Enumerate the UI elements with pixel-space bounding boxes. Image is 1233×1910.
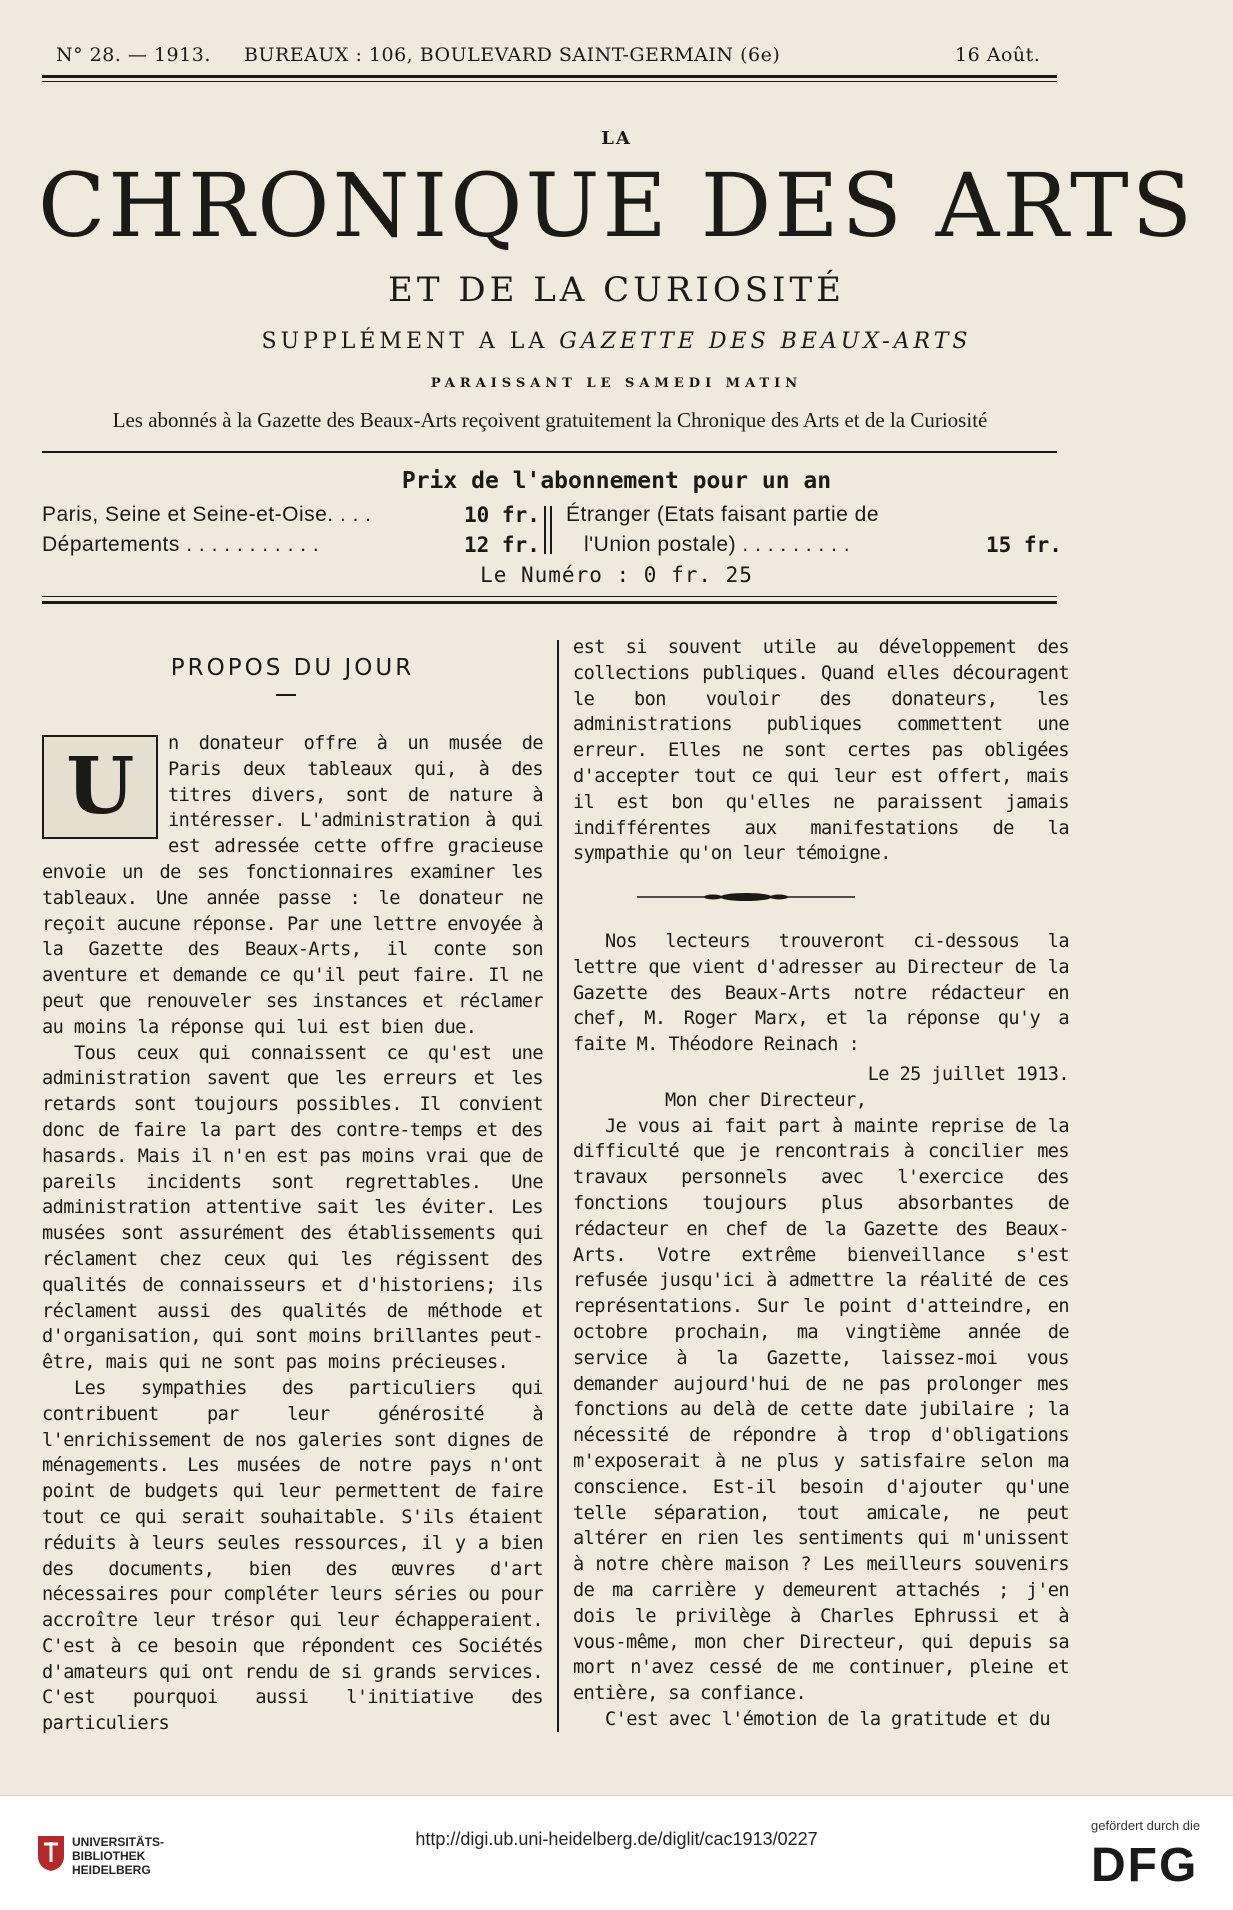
supplement-gazette: GAZETTE DES BEAUX-ARTS	[559, 329, 972, 354]
left-column	[42, 731, 543, 1737]
letter-intro: Nos lecteurs trouveront ci-dessous la lettre que vient d'adresser au Directeur de la Gazette des Beaux-Arts notre rédacteur en chef, M. Roger Marx, et la réponse qu'y a faite M. Théodore Reinach :	[573, 931, 1069, 1056]
funded-by-text: gefördert durch die	[1091, 1818, 1201, 1833]
departements-label: Départements . . . . . . . . . . .	[42, 533, 320, 556]
digitization-footer	[0, 1795, 1233, 1910]
letter-date: Le 25 juillet 1913.	[867, 1063, 1069, 1085]
letter-paragraph-2: C'est avec l'émotion de la gratitude et du	[605, 1708, 1050, 1730]
right-column	[573, 635, 1069, 867]
left-paragraph-2: Tous ceux qui connaissent ce qu'est une administration savent que les erreurs et les retards sont toujours possibles. Il convient donc de faire la part des contre-temps et des hasards. Mais il n'en est pas moins vrai que de pareils incidents sont regrettables. Une administration attentive sait les éviter. Les musées sont assurément des établissements qui réclament chez ceux qui les régissent des qualités de connaisseurs et d'historiens; ils réclament aussi des qualités de méthode et d'organisation, qui sont moins brillantes peut-être, mais qui ne sont pas moins précieuses.	[42, 1042, 543, 1374]
ornament-divider	[637, 891, 855, 903]
dropcap-letter: U	[66, 741, 134, 832]
letter-salutation: Mon cher Directeur,	[665, 1089, 867, 1111]
issue-date: 16 Août.	[955, 44, 1041, 66]
article-heading: PROPOS DU JOUR	[170, 655, 415, 681]
right-column-letter	[573, 929, 1069, 1733]
source-url[interactable]: http://digi.ub.uni-heidelberg.de/diglit/cac1913/0227	[415, 1829, 818, 1849]
supplement-line	[0, 329, 1233, 354]
letter-paragraph-1: Je vous ai fait part à mainte reprise de la difficulté que je rencontrais à concilier mes travaux personnels avec l'exercice des fonctions toujours plus absorbantes de rédacteur en chef de la Gazette des Beaux-Arts. Votre extrême bienveillance s'est refusée jusqu'ici à admettre la réalité de ces représentations. Sur le point d'atteindre, en octobre prochain, ma vingtième année de service à la Gazette, laissez-moi vous demander aujourd'hui de ne pas prolonger mes fonctions au delà de cette date jubilaire ; la nécessité de répondre à trop d'obligations m'exposerait à ne plus y satisfaire selon ma conscience. Est-il besoin d'ajouter qu'une telle séparation, tout amicale, ne peut altérer en rien les sentiments qui m'unissent à notre chère maison ? Les meilleurs souvenirs de ma carrière y demeurent attachés ; j'en dois le privilège à Charles Ephrussi et à vous-même, mon cher Directeur, qui depuis sa mort n'avez cessé de me continuer, pleine et entière, sa confiance.	[573, 1115, 1069, 1705]
dropcap-ornament	[42, 735, 158, 839]
etranger-label-2: l'Union postale) . . . . . . . . .	[584, 533, 851, 556]
etranger-label-1: Étranger (Etats faisant partie de	[566, 503, 879, 526]
numero-price: Le Numéro : 0 fr. 25	[480, 563, 753, 587]
masthead-title: CHRONIQUE DES ARTS	[37, 154, 1196, 257]
institution-name: UNIVERSITÄTS- BIBLIOTHEK HEIDELBERG	[72, 1835, 165, 1877]
abonnes-note: Les abonnés à la Gazette des Beaux-Arts reçoivent gratuitement la Chronique des Arts et de la Curiosité	[112, 408, 988, 432]
dfg-logo: DFG	[1091, 1839, 1199, 1892]
masthead-subtitle: ET DE LA CURIOSITÉ	[388, 270, 845, 310]
heading-dash	[276, 694, 296, 696]
header-rule	[42, 75, 1057, 78]
etranger-price: 15 fr.	[986, 533, 1062, 557]
prix-divider-1	[544, 506, 546, 554]
issue-number: N° 28. — 1913.	[56, 44, 211, 66]
masthead-la: LA	[601, 128, 632, 149]
header-rule-thin	[42, 81, 1057, 82]
prix-divider-2	[550, 506, 552, 554]
paraissant-line: PARAISSANT LE SAMEDI MATIN	[430, 376, 803, 391]
left-paragraph-3: Les sympathies des particuliers qui contribuent par leur générosité à l'enrichissement de nos galeries sont dignes de ménagements. Les musées de notre pays n'ont point de budgets qui leur permettent de faire tout ce qui serait souhaitable. S'ils étaient réduits à leurs seules ressources, il y a bien des documents, bien des œuvres d'art nécessaires pour compléter leurs séries ou pour accroître leur trésor qui leur échapperaient. C'est à ce besoin que répondent ces Sociétés d'amateurs qui ont rendu de si grands services. C'est pourquoi aussi l'initiative des particuliers	[42, 1377, 543, 1735]
subscription-top-rule	[42, 451, 1057, 453]
subscription-bottom-rule	[42, 601, 1057, 604]
column-divider	[557, 640, 559, 1732]
prix-title: Prix de l'abonnement pour un an	[401, 468, 832, 494]
departements-price: 12 fr.	[464, 533, 540, 557]
supplement-prefix: SUPPLÉMENT A LA	[261, 329, 560, 354]
subscription-bottom-rule-thin	[42, 596, 1057, 597]
bureaux-address: BUREAUX : 106, BOULEVARD SAINT-GERMAIN (6e)	[244, 44, 781, 66]
paris-price: 10 fr.	[464, 503, 540, 527]
paris-label: Paris, Seine et Seine-et-Oise. . . .	[42, 503, 372, 526]
left-paragraph-1: n donateur offre à un musée de Paris deux tableaux qui, à des titres divers, sont de nature à intéresser. L'administration à qui est adressée cette offre gracieuse envoie un de ses fonctionnaires examiner les tableaux. Une année passe : le donateur ne reçoit aucune réponse. Par une lettre envoyée à la Gazette des Beaux-Arts, il conte son aventure et demande ce qu'il peut faire. Il ne peut que renouveler ses instances et réclamer au moins la réponse qui lui est bien due.	[42, 733, 543, 1038]
right-paragraph-top: est si souvent utile au développement des collections publiques. Quand elles découragent le bon vouloir des donateurs, les administrations publiques commettent une erreur. Elles ne sont certes pas obligées d'accepter tout ce qui leur est offert, mais il est bon qu'elles ne paraissent jamais indifférentes aux manifestations de la sympathie qu'on leur témoigne.	[573, 637, 1069, 865]
